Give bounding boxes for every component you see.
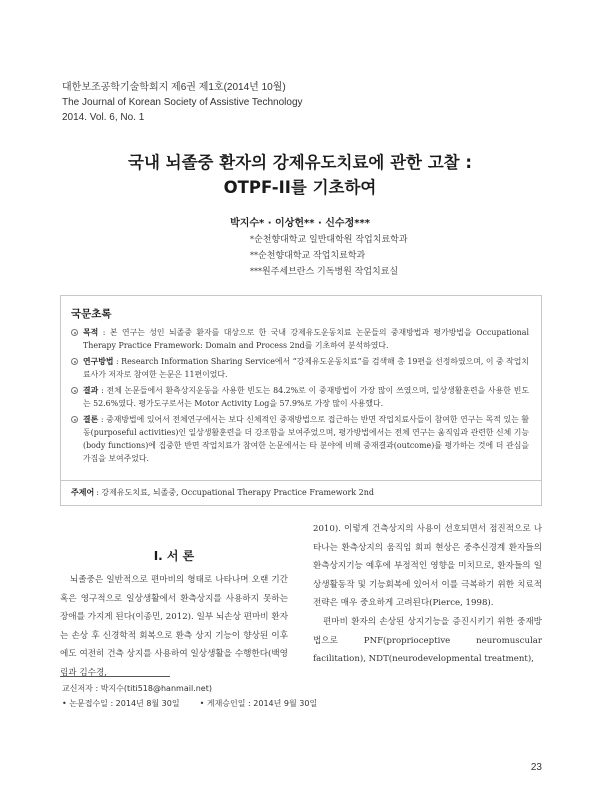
abstract-label: 결과 — [83, 386, 99, 395]
footnote-dates — [62, 696, 362, 711]
abstract-heading: 국문초록 — [71, 308, 112, 320]
affiliation-2 — [250, 248, 510, 264]
affiliation-1 — [250, 232, 510, 248]
affiliation-mark: * — [250, 235, 254, 244]
affiliation-list — [250, 232, 510, 280]
footnote-divider — [60, 676, 170, 677]
keywords-label: 주제어 — [71, 488, 95, 497]
bullet-icon — [71, 387, 78, 394]
body-paragraph: 뇌졸중은 일반적으로 편마비의 형태로 나타나며 오랜 기간 혹은 영구적으로 일상생활에서 환측상지를 사용하지 못하는 장애를 가지게 된다(이종민, 2012). 일부 뇌손상 편마비 환자는 손상 후 신경학적 회복으로 환측 상지 기능이 향상된 이후에도 여전히 건측 상지를 사용하여 일상생활을 수행한다(백영림과 김수경, — [60, 575, 288, 678]
affiliation-text: 원주세브란스 기독병원 작업치료실 — [262, 267, 399, 277]
paper-title-line2: OTPF-II를 기초하여 — [223, 178, 377, 197]
affiliation-text: 순천향대학교 일반대학원 작업치료학과 — [254, 235, 408, 245]
abstract-methods — [71, 355, 529, 381]
affiliation-mark: ** — [250, 251, 258, 260]
abstract-conclusion — [71, 413, 529, 465]
paper-title-line1: 국내 뇌졸중 환자의 강제유도치료에 관한 고찰 : — [128, 153, 472, 172]
journal-volume: 2014. Vol. 6, No. 1 — [62, 112, 145, 123]
body-paragraph: 편마비 환자의 손상된 상지기능을 증진시키기 위한 중재방법으로 PNF(proprioceptive neuromuscular facilitation), NDT(neurodevelopmental treatment), — [313, 616, 542, 665]
received-date: • 논문접수일 : 2014년 8월 30일 — [62, 699, 180, 708]
abstract-label: 결론 — [83, 415, 99, 424]
body-column-left — [60, 571, 288, 683]
abstract-box — [60, 295, 542, 481]
abstract-purpose — [71, 326, 529, 352]
accepted-date: • 게재승인일 : 2014년 9월 30일 — [199, 699, 318, 708]
bullet-icon — [71, 416, 78, 423]
journal-name-english: The Journal of Korean Society of Assistive Technology — [62, 97, 303, 108]
abstract-text: : Research Information Sharing Service에서 “강제유도운동치료”를 검색해 총 19편을 선정하였으며, 이 중 작업치료사가 저자로 참여한 논문은 11편이었다. — [83, 357, 530, 379]
journal-name-korean: 대한보조공학기술학회지 제6권 제1호(2014년 10월) — [62, 82, 286, 93]
affiliation-3 — [250, 264, 510, 280]
keywords-box — [60, 480, 542, 506]
abstract-text: : 전체 논문들에서 환측상지운동을 사용한 빈도는 84.2%로 이 중재방법이 가장 많이 쓰였으며, 일상생활훈련을 사용한 빈도는 52.6%였다. 평가도구로서는 Motor Activity Log을 57.9%로 가장 많이 사용했다. — [83, 386, 529, 408]
abstract-results — [71, 384, 529, 410]
body-paragraph: 2010). 이렇게 건측상지의 사용이 선호되면서 점진적으로 나타나는 환측상지의 움직임 회피 현상은 중추신경계 환자들의 환측상지기능 예후에 부정적인 영향을 미치므로, 환자들의 일상생활동작 및 기능회복에 있어서 이를 극복하기 위한 치료적 전략은 매우 중요하게 고려된다(Pierce, 1998). — [313, 524, 542, 609]
section-heading: Ⅰ. 서 론 — [153, 549, 195, 563]
page-number: 23 — [530, 762, 542, 773]
abstract-label: 연구방법 — [83, 357, 114, 366]
abstract-text: : 본 연구는 성인 뇌졸중 환자를 대상으로 한 국내 강제유도운동치료 논문들의 중재방법과 평가방법을 Occupational Therapy Practice Framework: Domain and Process 2nd를 기초하여 분석하였다. — [83, 328, 529, 350]
footnotes — [62, 681, 362, 711]
author-list: 박지수* · 이상헌** · 신수정*** — [230, 218, 370, 229]
bullet-icon — [71, 329, 78, 336]
paper-title — [50, 150, 550, 200]
body-column-right — [313, 520, 542, 669]
abstract-label: 목적 — [83, 328, 99, 337]
keywords-text: : 강제유도치료, 뇌졸중, Occupational Therapy Practice Framework 2nd — [96, 488, 375, 497]
bullet-icon — [71, 358, 78, 365]
corresponding-author: 교신저자 : 박지수(titi518@hanmail.net) — [62, 684, 212, 693]
affiliation-mark: *** — [250, 267, 262, 276]
abstract-text: : 중재방법에 있어서 전체연구에서는 보다 신체적인 중재방법으로 접근하는 반면 작업치료사들이 참여한 연구는 목적 있는 활동(purposeful activities)인 일상생활훈련을 더 강조함을 보여주었으며, 평가방법에서는 전체 연구는 움직임과 관련한 신체 기능(body functions)에 집중한 반면 작업치료가 참여한 논문에서는 타 분야에 비해 중재결과(outcome)를 평가하는 것에 더 관심을 가짐을 보여주었다. — [83, 415, 529, 463]
affiliation-text: 순천향대학교 작업치료학과 — [258, 251, 366, 261]
journal-header — [62, 80, 542, 125]
